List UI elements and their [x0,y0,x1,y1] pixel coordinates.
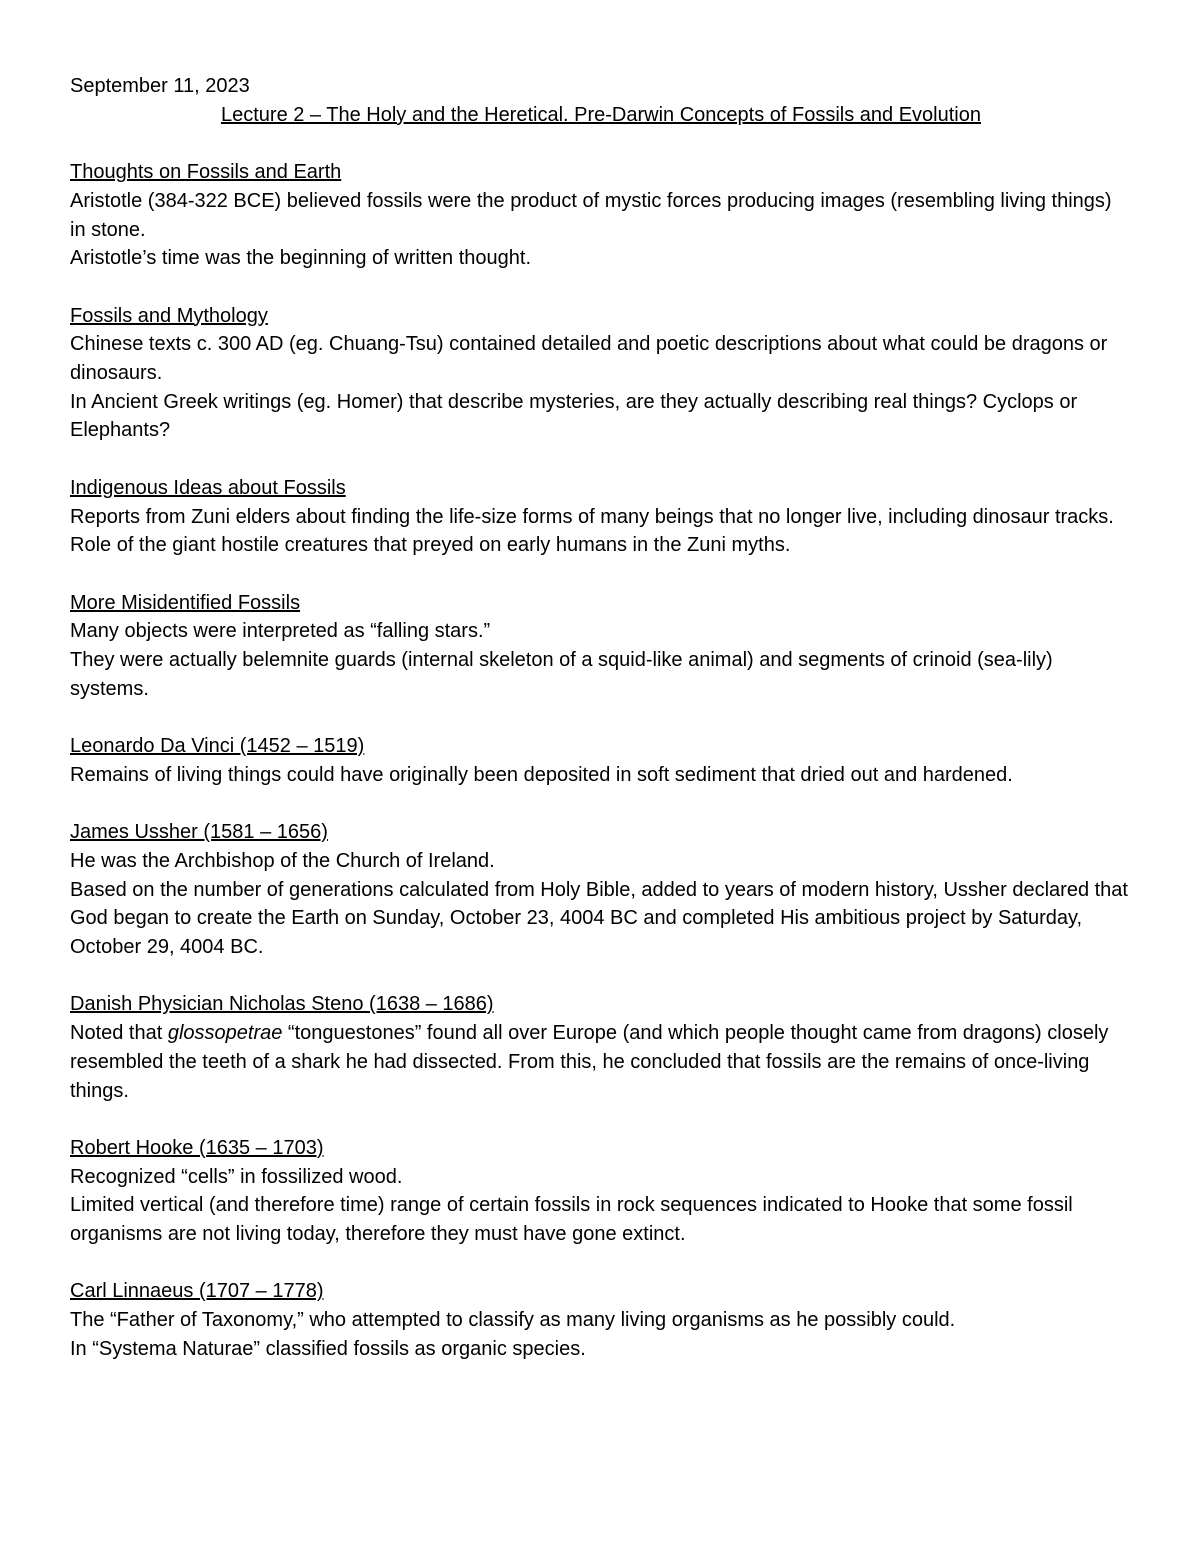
section-heading: More Misidentified Fossils [70,591,301,614]
section-paragraph [70,1019,1132,1105]
document-page [70,72,1132,1364]
section-misidentified-fossils [70,589,1132,704]
section-heading: Carl Linnaeus (1707 – 1778) [70,1280,324,1303]
section-paragraph: Based on the number of generations calculated from Holy Bible, added to years of modern history, Ussher declared that God began to create the Earth on Sunday, October 23, 4004 BC and completed His ambitious project by Saturday, October 29, 4004 BC. [70,878,1128,958]
steno-italic-term: glossopetrae [167,1022,283,1045]
section-heading: Thoughts on Fossils and Earth [70,161,342,184]
section-ussher [70,818,1132,962]
section-hooke [70,1134,1132,1249]
steno-rest: “tonguestones” found all over Europe (and which people thought came from dragons) closely resembled the teeth of a shark he had dissected. From this, he concluded that fossils are the remains of once-living things. [70,1022,1109,1102]
section-heading: Robert Hooke (1635 – 1703) [70,1136,324,1159]
section-paragraph: They were actually belemnite guards (internal skeleton of a squid-like animal) and segments of crinoid (sea-lily) systems. [70,649,1053,700]
section-paragraph: Remains of living things could have originally been deposited in soft sediment that dried out and hardened. [70,763,1013,786]
section-thoughts-on-fossils [70,158,1132,273]
section-paragraph: Limited vertical (and therefore time) range of certain fossils in rock sequences indicated to Hooke that some fossil organisms are not living today, therefore they must have gone extinct. [70,1194,1073,1245]
section-paragraph: Aristotle’s time was the beginning of written thought. [70,247,531,270]
section-heading: Danish Physician Nicholas Steno (1638 – 1686) [70,993,494,1016]
section-paragraph: Chinese texts c. 300 AD (eg. Chuang-Tsu) contained detailed and poetic descriptions about what could be dragons or dinosaurs. [70,333,1108,384]
section-paragraph: Recognized “cells” in fossilized wood. [70,1165,403,1188]
section-paragraph: He was the Archbishop of the Church of Ireland. [70,849,495,872]
section-paragraph: Many objects were interpreted as “falling stars.” [70,620,491,643]
section-indigenous-ideas [70,474,1132,560]
section-heading: Fossils and Mythology [70,304,268,327]
document-date: September 11, 2023 [70,75,250,97]
steno-prefix: Noted that [70,1022,168,1045]
section-steno [70,990,1132,1105]
section-heading: Leonardo Da Vinci (1452 – 1519) [70,735,365,758]
section-paragraph: Reports from Zuni elders about finding the life-size forms of many beings that no longer live, including dinosaur tracks. [70,505,1114,528]
section-paragraph: In “Systema Naturae” classified fossils as organic species. [70,1337,586,1360]
document-title: Lecture 2 – The Holy and the Heretical. Pre-Darwin Concepts of Fossils and Evolution [220,103,981,126]
section-fossils-and-mythology [70,302,1132,446]
section-heading: Indigenous Ideas about Fossils [70,476,346,499]
section-linnaeus [70,1277,1132,1363]
section-paragraph: Aristotle (384-322 BCE) believed fossils were the product of mystic forces producing images (resembling living things) in stone. [70,189,1112,241]
section-da-vinci [70,732,1132,789]
section-paragraph: Role of the giant hostile creatures that preyed on early humans in the Zuni myths. [70,534,791,557]
section-heading: James Ussher (1581 – 1656) [70,821,328,844]
section-paragraph: The “Father of Taxonomy,” who attempted to classify as many living organisms as he possibly could. [70,1309,956,1332]
section-paragraph: In Ancient Greek writings (eg. Homer) that describe mysteries, are they actually describing real things? Cyclops or Elephants? [70,390,1078,442]
